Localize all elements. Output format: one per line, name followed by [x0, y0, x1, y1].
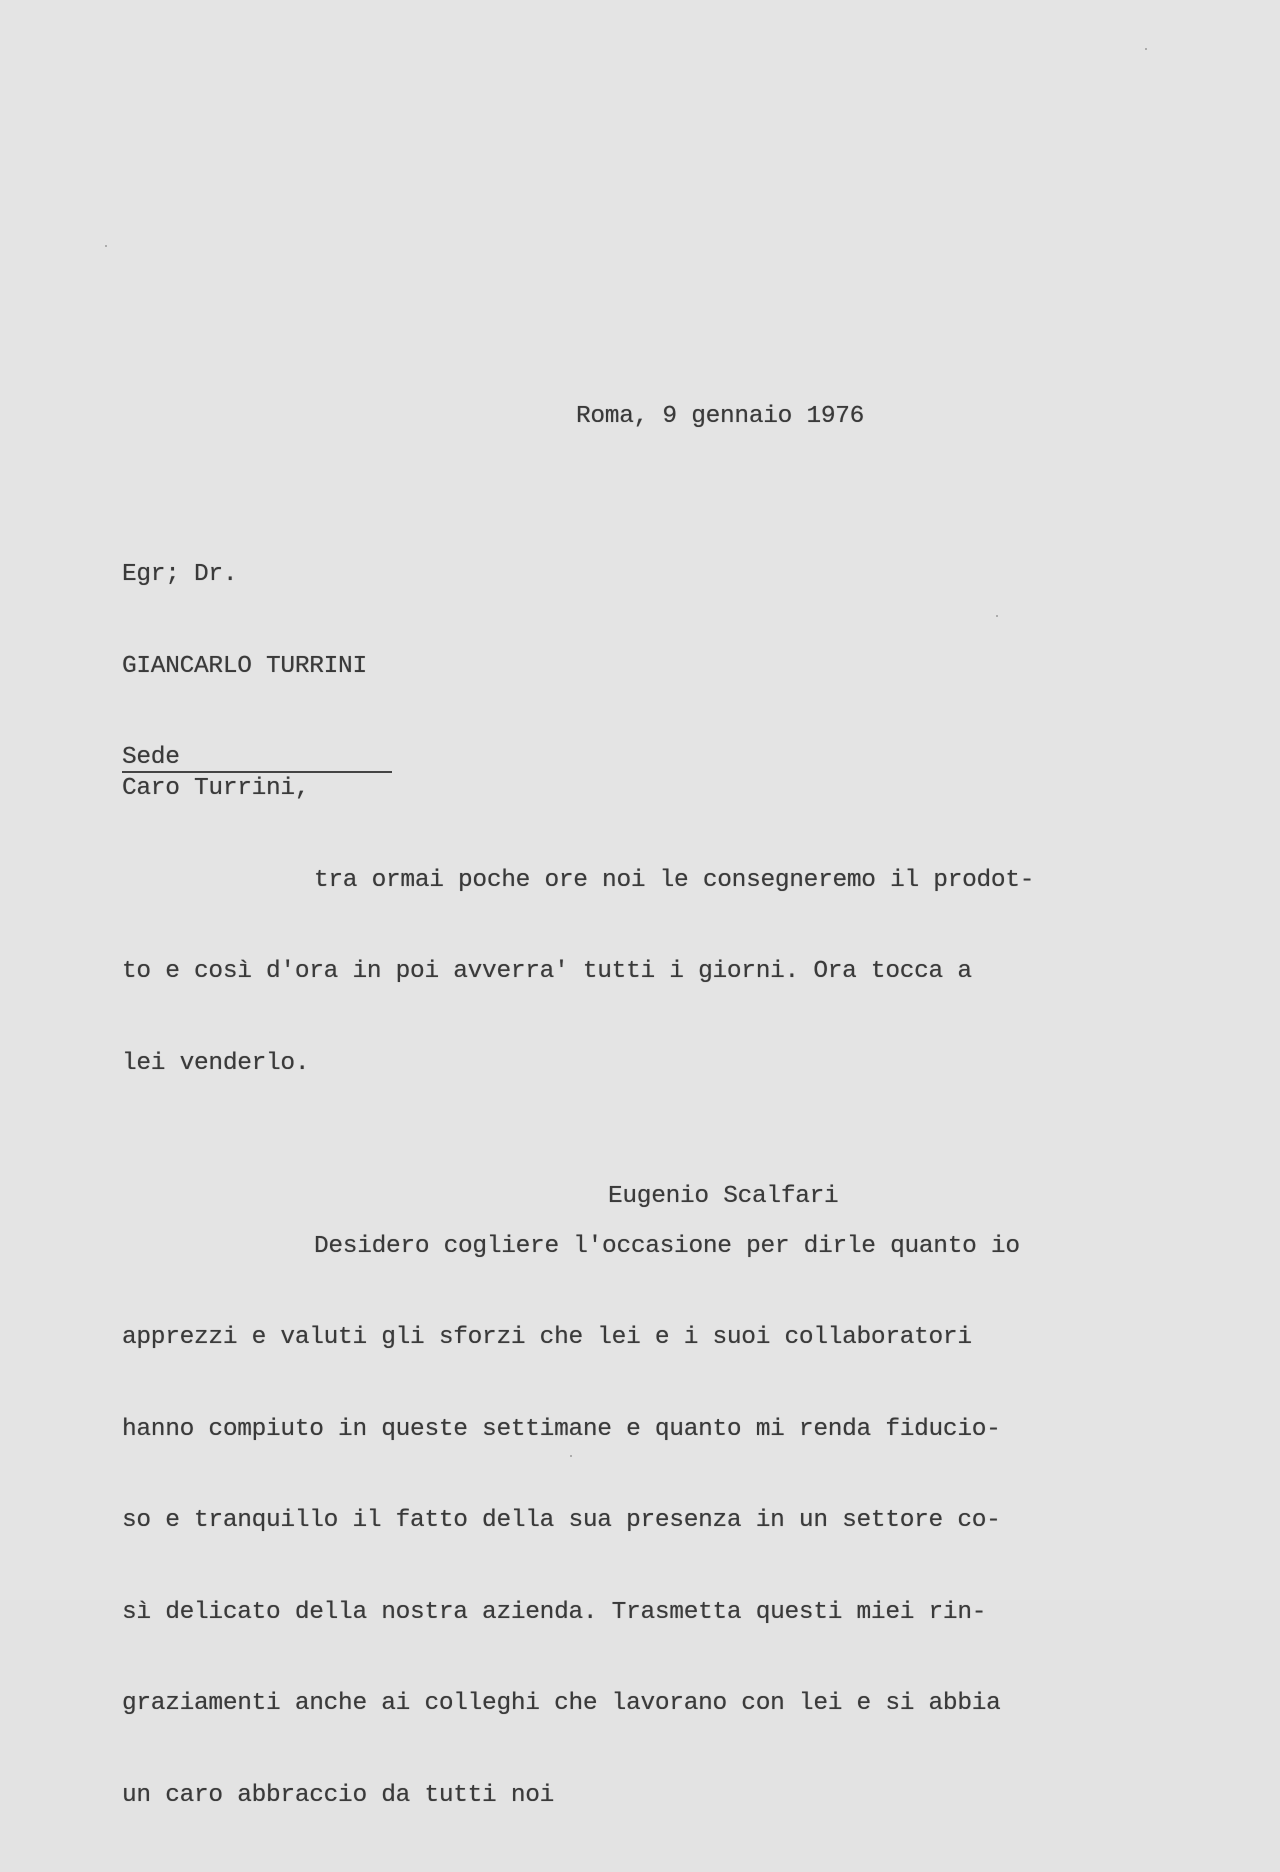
- signature: Eugenio Scalfari: [608, 1183, 839, 1210]
- paper-speck: [996, 615, 998, 617]
- addressee-title: Egr; Dr.: [122, 561, 238, 588]
- paragraph-2-line-7: un caro abbraccio da tutti noi: [122, 1781, 555, 1809]
- paper-speck: [570, 1455, 572, 1457]
- paragraph-2-line-3: hanno compiuto in queste settimane e quanto mi renda fiducio-: [122, 1415, 1001, 1443]
- letter-body: [122, 713, 1034, 1872]
- salutation: Caro Turrini,: [122, 775, 310, 802]
- paragraph-1-line-3: lei venderlo.: [122, 1049, 310, 1077]
- paragraph-2-line-2: apprezzi e valuti gli sforzi che lei e i suoi collaboratori: [122, 1324, 972, 1351]
- paper-speck: [105, 245, 107, 247]
- date-line: Roma, 9 gennaio 1976: [576, 403, 865, 430]
- paragraph-2-line-6: graziamenti anche ai colleghi che lavorano con lei e si abbia: [122, 1690, 1001, 1717]
- paragraph-1-line-1: tra ormai poche ore noi le consegneremo il prodot-: [314, 866, 1035, 894]
- addressee-location: Sede: [122, 743, 392, 773]
- paragraph-2-line-1: Desidero cogliere l'occasione per dirle quanto io: [314, 1232, 1020, 1260]
- paragraph-2-line-5: sì delicato della nostra azienda. Trasmetta questi miei rin-: [122, 1598, 987, 1626]
- paragraph-1-line-2: to e così d'ora in poi avverra' tutti i giorni. Ora tocca a: [122, 958, 972, 985]
- paragraph-2-line-4: so e tranquillo il fatto della sua presenza in un settore co-: [122, 1507, 1001, 1534]
- addressee-name: GIANCARLO TURRINI: [122, 652, 367, 680]
- paper-speck: [1145, 48, 1147, 50]
